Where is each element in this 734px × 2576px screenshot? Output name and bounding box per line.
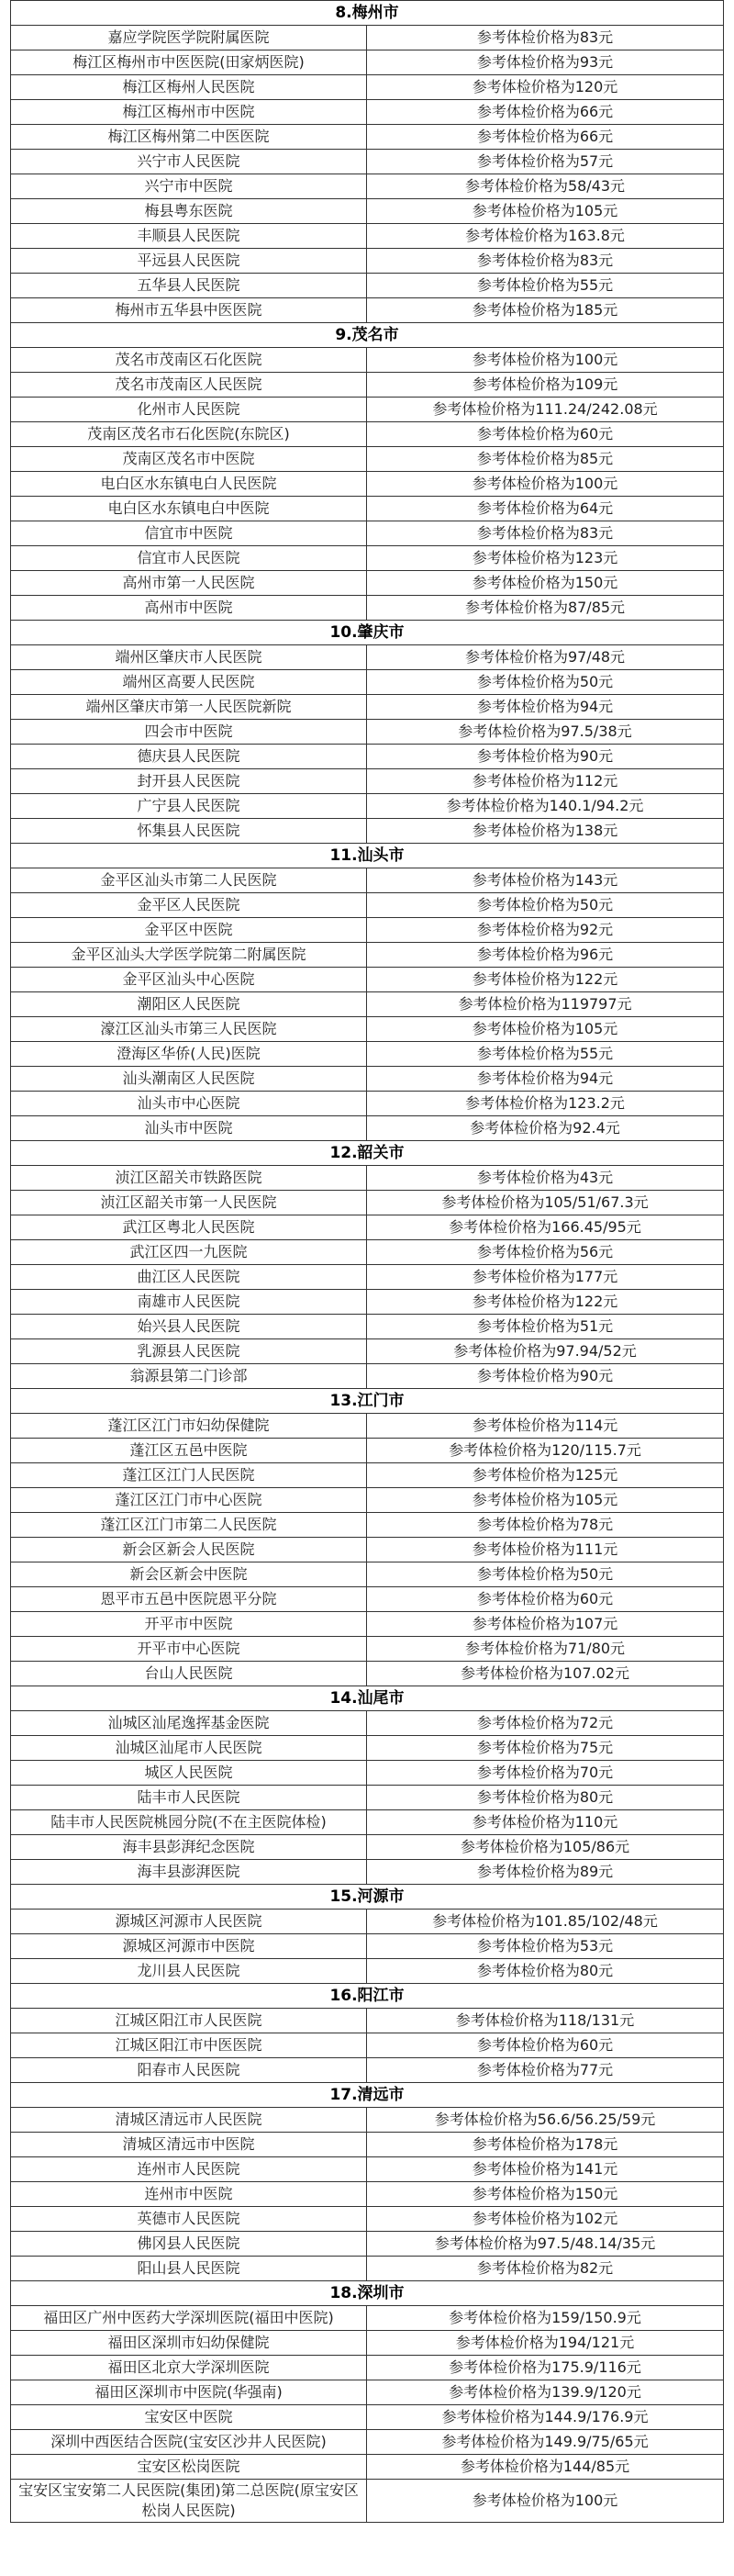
hospital-name: 平远县人民医院 bbox=[11, 249, 367, 273]
hospital-name: 福田区深圳市妇幼保健院 bbox=[11, 2331, 367, 2355]
price-cell: 参考体检价格为144.9/176.9元 bbox=[441, 2408, 649, 2425]
price-cell: 参考体检价格为66元 bbox=[476, 103, 614, 120]
price-cell: 参考体检价格为105/86元 bbox=[460, 1838, 630, 1855]
price-cell: 参考体检价格为141元 bbox=[472, 2160, 618, 2178]
section-header: 8.梅州市 bbox=[10, 1, 724, 26]
price-cell: 参考体检价格为56.6/56.25/59元 bbox=[434, 2111, 656, 2128]
table-row bbox=[10, 720, 724, 745]
price-cell: 参考体检价格为43元 bbox=[476, 1169, 614, 1186]
table-row bbox=[10, 1240, 724, 1265]
table-row bbox=[10, 1711, 724, 1736]
table-row bbox=[10, 1339, 724, 1364]
table-row bbox=[10, 2380, 724, 2405]
table-row bbox=[10, 1290, 724, 1315]
hospital-name: 深圳中西医结合医院(宝安区沙井人民医院) bbox=[11, 2430, 367, 2454]
table-row bbox=[10, 174, 724, 199]
hospital-name: 福田区北京大学深圳医院 bbox=[11, 2356, 367, 2380]
hospital-name: 信宜市中医院 bbox=[11, 521, 367, 545]
section-header: 15.河源市 bbox=[10, 1885, 724, 1910]
price-cell: 参考体检价格为60元 bbox=[476, 1590, 614, 1607]
hospital-name: 蓬江区江门市第二人民医院 bbox=[11, 1513, 367, 1537]
table-row bbox=[10, 819, 724, 844]
table-row bbox=[10, 2133, 724, 2157]
price-cell: 参考体检价格为150元 bbox=[472, 574, 618, 591]
table-row bbox=[10, 1538, 724, 1562]
hospital-name: 连州市人民医院 bbox=[11, 2157, 367, 2181]
hospital-name: 梅江区梅州市中医医院(田家炳医院) bbox=[11, 50, 367, 74]
hospital-name: 阳山县人民医院 bbox=[11, 2257, 367, 2280]
hospital-name: 江城区阳江市人民医院 bbox=[11, 2009, 367, 2033]
table-row bbox=[10, 1439, 724, 1463]
section-header: 9.茂名市 bbox=[10, 323, 724, 348]
table-row bbox=[10, 1191, 724, 1215]
table-row bbox=[10, 274, 724, 298]
price-cell: 参考体检价格为119797元 bbox=[458, 995, 632, 1013]
hospital-name: 茂名市茂南区人民医院 bbox=[11, 373, 367, 397]
hospital-name: 陆丰市人民医院 bbox=[11, 1786, 367, 1809]
hospital-name: 潮阳区人民医院 bbox=[11, 992, 367, 1016]
table-row bbox=[10, 100, 724, 125]
hospital-name: 梅江区梅州第二中医医院 bbox=[11, 125, 367, 149]
table-row bbox=[10, 2157, 724, 2182]
table-row bbox=[10, 2009, 724, 2033]
price-cell: 参考体检价格为90元 bbox=[476, 747, 614, 765]
hospital-name: 清城区清远市人民医院 bbox=[11, 2108, 367, 2132]
hospital-name: 金平区汕头大学医学院第二附属医院 bbox=[11, 943, 367, 967]
price-cell: 参考体检价格为109元 bbox=[472, 375, 618, 393]
hospital-name: 汕头市中医院 bbox=[11, 1116, 367, 1140]
table-row bbox=[10, 398, 724, 422]
hospital-name: 宝安区松岗医院 bbox=[11, 2455, 367, 2479]
price-cell: 参考体检价格为71/80元 bbox=[464, 1640, 626, 1657]
price-cell: 参考体检价格为85元 bbox=[476, 450, 614, 467]
table-row bbox=[10, 2430, 724, 2455]
price-cell: 参考体检价格为102元 bbox=[472, 2210, 618, 2227]
hospital-name: 武江区四一九医院 bbox=[11, 1240, 367, 1264]
price-cell: 参考体检价格为66元 bbox=[476, 128, 614, 145]
table-row bbox=[10, 1414, 724, 1439]
price-cell: 参考体检价格为77元 bbox=[476, 2061, 614, 2078]
table-row bbox=[10, 1761, 724, 1786]
price-cell: 参考体检价格为80元 bbox=[476, 1788, 614, 1806]
hospital-name: 海丰县彭湃纪念医院 bbox=[11, 1835, 367, 1859]
price-cell: 参考体检价格为125元 bbox=[472, 1466, 618, 1484]
hospital-name: 宝安区中医院 bbox=[11, 2405, 367, 2429]
table-row bbox=[10, 918, 724, 943]
hospital-name: 嘉应学院医学院附属医院 bbox=[11, 26, 367, 50]
price-cell: 参考体检价格为120/115.7元 bbox=[449, 1441, 641, 1459]
price-cell: 参考体检价格为185元 bbox=[472, 301, 618, 319]
hospital-name: 茂名市茂南区石化医院 bbox=[11, 348, 367, 372]
price-cell: 参考体检价格为100元 bbox=[472, 351, 618, 368]
hospital-name: 茂南区茂名市石化医院(东院区) bbox=[11, 422, 367, 446]
hospital-name: 浈江区韶关市铁路医院 bbox=[11, 1166, 367, 1190]
price-cell: 参考体检价格为83元 bbox=[476, 524, 614, 542]
price-cell: 参考体检价格为60元 bbox=[476, 425, 614, 442]
price-cell: 参考体检价格为112元 bbox=[472, 772, 618, 790]
table-row bbox=[10, 2033, 724, 2058]
hospital-name: 蓬江区江门市妇幼保健院 bbox=[11, 1414, 367, 1438]
hospital-name: 武江区粤北人民医院 bbox=[11, 1215, 367, 1239]
hospital-name: 陆丰市人民医院桃园分院(不在主医院体检) bbox=[11, 1810, 367, 1834]
table-row bbox=[10, 1662, 724, 1686]
hospital-name: 曲江区人民医院 bbox=[11, 1265, 367, 1289]
hospital-name: 汕头潮南区人民医院 bbox=[11, 1067, 367, 1091]
price-cell: 参考体检价格为101.85/102/48元 bbox=[432, 1912, 658, 1930]
price-cell: 参考体检价格为56元 bbox=[476, 1243, 614, 1260]
table-row bbox=[10, 1463, 724, 1488]
hospital-name: 电白区水东镇电白中医院 bbox=[11, 497, 367, 521]
price-cell: 参考体检价格为177元 bbox=[472, 1268, 618, 1285]
price-cell: 参考体检价格为100元 bbox=[472, 2492, 618, 2509]
table-row bbox=[10, 348, 724, 373]
table-row bbox=[10, 1612, 724, 1637]
price-table bbox=[10, 0, 724, 2523]
table-row bbox=[10, 868, 724, 893]
table-row bbox=[10, 1860, 724, 1885]
price-cell: 参考体检价格为50元 bbox=[476, 673, 614, 690]
price-cell: 参考体检价格为50元 bbox=[476, 896, 614, 913]
hospital-name: 茂南区茂名市中医院 bbox=[11, 447, 367, 471]
price-cell: 参考体检价格为50元 bbox=[476, 1565, 614, 1583]
price-cell: 参考体检价格为72元 bbox=[476, 1714, 614, 1731]
table-row bbox=[10, 1265, 724, 1290]
price-cell: 参考体检价格为58/43元 bbox=[464, 177, 626, 195]
table-row bbox=[10, 893, 724, 918]
table-row bbox=[10, 968, 724, 992]
table-row bbox=[10, 2405, 724, 2430]
table-row bbox=[10, 422, 724, 447]
table-row bbox=[10, 1488, 724, 1513]
table-row bbox=[10, 150, 724, 174]
table-row bbox=[10, 1587, 724, 1612]
table-row bbox=[10, 2058, 724, 2083]
table-row bbox=[10, 373, 724, 398]
price-cell: 参考体检价格为120元 bbox=[472, 78, 618, 95]
hospital-name: 封开县人民医院 bbox=[11, 769, 367, 793]
price-cell: 参考体检价格为107元 bbox=[472, 1615, 618, 1632]
price-cell: 参考体检价格为80元 bbox=[476, 1962, 614, 1979]
price-cell: 参考体检价格为92.4元 bbox=[470, 1119, 620, 1137]
hospital-name: 蓬江区五邑中医院 bbox=[11, 1439, 367, 1462]
table-row bbox=[10, 2331, 724, 2356]
price-cell: 参考体检价格为194/121元 bbox=[455, 2334, 635, 2351]
table-row bbox=[10, 1959, 724, 1984]
hospital-name: 福田区深圳市中医院(华强南) bbox=[11, 2380, 367, 2404]
price-cell: 参考体检价格为111.24/242.08元 bbox=[432, 400, 658, 418]
price-cell: 参考体检价格为87/85元 bbox=[464, 599, 626, 616]
hospital-name: 新会区新会人民医院 bbox=[11, 1538, 367, 1562]
hospital-name: 高州市第一人民医院 bbox=[11, 571, 367, 595]
price-cell: 参考体检价格为139.9/120元 bbox=[449, 2383, 641, 2401]
table-row bbox=[10, 1166, 724, 1191]
price-cell: 参考体检价格为163.8元 bbox=[465, 227, 625, 244]
table-row bbox=[10, 1067, 724, 1092]
hospital-name: 城区人民医院 bbox=[11, 1761, 367, 1785]
section-header: 14.汕尾市 bbox=[10, 1686, 724, 1711]
price-cell: 参考体检价格为78元 bbox=[476, 1516, 614, 1533]
price-cell: 参考体检价格为64元 bbox=[476, 499, 614, 517]
price-cell: 参考体检价格为83元 bbox=[476, 252, 614, 269]
table-row bbox=[10, 2182, 724, 2207]
table-row bbox=[10, 447, 724, 472]
hospital-name: 兴宁市人民医院 bbox=[11, 150, 367, 174]
table-row bbox=[10, 769, 724, 794]
table-row bbox=[10, 2207, 724, 2232]
price-cell: 参考体检价格为122元 bbox=[472, 1293, 618, 1310]
price-cell: 参考体检价格为159/150.9元 bbox=[449, 2309, 641, 2326]
price-cell: 参考体检价格为96元 bbox=[476, 946, 614, 963]
table-row bbox=[10, 2257, 724, 2281]
price-cell: 参考体检价格为89元 bbox=[476, 1863, 614, 1880]
table-row bbox=[10, 1637, 724, 1662]
table-row bbox=[10, 1835, 724, 1860]
hospital-name: 五华县人民医院 bbox=[11, 274, 367, 297]
table-row bbox=[10, 2480, 724, 2523]
table-row bbox=[10, 645, 724, 670]
price-cell: 参考体检价格为75元 bbox=[476, 1739, 614, 1756]
table-row bbox=[10, 497, 724, 521]
price-cell: 参考体检价格为82元 bbox=[476, 2259, 614, 2277]
table-row bbox=[10, 1116, 724, 1141]
table-row bbox=[10, 1910, 724, 1934]
hospital-name: 信宜市人民医院 bbox=[11, 546, 367, 570]
hospital-name: 江城区阳江市中医医院 bbox=[11, 2033, 367, 2057]
hospital-name: 梅县粤东医院 bbox=[11, 199, 367, 223]
hospital-name: 汕城区汕尾逸挥基金医院 bbox=[11, 1711, 367, 1735]
price-cell: 参考体检价格为149.9/75/65元 bbox=[441, 2433, 649, 2450]
price-cell: 参考体检价格为111元 bbox=[472, 1540, 618, 1558]
hospital-name: 恩平市五邑中医院恩平分院 bbox=[11, 1587, 367, 1611]
table-row bbox=[10, 1934, 724, 1959]
hospital-name: 四会市中医院 bbox=[11, 720, 367, 744]
hospital-name: 海丰县澎湃医院 bbox=[11, 1860, 367, 1884]
hospital-name: 端州区肇庆市第一人民医院新院 bbox=[11, 695, 367, 719]
price-cell: 参考体检价格为55元 bbox=[476, 276, 614, 294]
hospital-name: 新会区新会中医院 bbox=[11, 1562, 367, 1586]
hospital-name: 南雄市人民医院 bbox=[11, 1290, 367, 1314]
price-cell: 参考体检价格为105/51/67.3元 bbox=[441, 1193, 649, 1211]
hospital-name: 电白区水东镇电白人民医院 bbox=[11, 472, 367, 496]
hospital-name: 台山人民医院 bbox=[11, 1662, 367, 1686]
price-cell: 参考体检价格为100元 bbox=[472, 475, 618, 492]
table-row bbox=[10, 298, 724, 323]
section-header: 17.清远市 bbox=[10, 2083, 724, 2108]
table-row bbox=[10, 2455, 724, 2480]
table-row bbox=[10, 50, 724, 75]
table-row bbox=[10, 1562, 724, 1587]
price-cell: 参考体检价格为105元 bbox=[472, 202, 618, 219]
section-header: 16.阳江市 bbox=[10, 1984, 724, 2009]
hospital-name: 蓬江区江门人民医院 bbox=[11, 1463, 367, 1487]
price-cell: 参考体检价格为93元 bbox=[476, 53, 614, 71]
price-cell: 参考体检价格为122元 bbox=[472, 970, 618, 988]
hospital-name: 金平区人民医院 bbox=[11, 893, 367, 917]
hospital-name: 始兴县人民医院 bbox=[11, 1315, 367, 1338]
hospital-name: 德庆县人民医院 bbox=[11, 745, 367, 768]
hospital-name: 梅江区梅州市中医院 bbox=[11, 100, 367, 124]
table-row bbox=[10, 521, 724, 546]
price-cell: 参考体检价格为105元 bbox=[472, 1491, 618, 1508]
hospital-name: 翁源县第二门诊部 bbox=[11, 1364, 367, 1388]
table-row bbox=[10, 2232, 724, 2257]
price-cell: 参考体检价格为92元 bbox=[476, 921, 614, 938]
table-row bbox=[10, 1092, 724, 1116]
hospital-name: 濠江区汕头市第三人民医院 bbox=[11, 1017, 367, 1041]
price-cell: 参考体检价格为60元 bbox=[476, 2036, 614, 2054]
price-cell: 参考体检价格为105元 bbox=[472, 1020, 618, 1037]
hospital-name: 宝安区宝安第二人民医院(集团)第二总医院(原宝安区松岗人民医院) bbox=[11, 2480, 367, 2522]
price-cell: 参考体检价格为97.5/48.14/35元 bbox=[434, 2234, 656, 2252]
hospital-name: 金平区汕头中心医院 bbox=[11, 968, 367, 991]
price-cell: 参考体检价格为51元 bbox=[476, 1317, 614, 1335]
price-cell: 参考体检价格为175.9/116元 bbox=[449, 2358, 641, 2376]
hospital-name: 兴宁市中医院 bbox=[11, 174, 367, 198]
hospital-name: 开平市中医院 bbox=[11, 1612, 367, 1636]
table-row bbox=[10, 992, 724, 1017]
price-cell: 参考体检价格为150元 bbox=[472, 2185, 618, 2202]
table-row bbox=[10, 670, 724, 695]
table-row bbox=[10, 1315, 724, 1339]
table-row bbox=[10, 745, 724, 769]
hospital-name: 化州市人民医院 bbox=[11, 398, 367, 421]
price-cell: 参考体检价格为83元 bbox=[476, 28, 614, 46]
section-header: 12.韶关市 bbox=[10, 1141, 724, 1166]
hospital-name: 高州市中医院 bbox=[11, 596, 367, 620]
hospital-name: 汕城区汕尾市人民医院 bbox=[11, 1736, 367, 1760]
hospital-name: 源城区河源市中医院 bbox=[11, 1934, 367, 1958]
hospital-name: 英德市人民医院 bbox=[11, 2207, 367, 2231]
price-cell: 参考体检价格为118/131元 bbox=[455, 2011, 635, 2029]
table-row bbox=[10, 1364, 724, 1389]
table-row bbox=[10, 125, 724, 150]
price-cell: 参考体检价格为90元 bbox=[476, 1367, 614, 1384]
hospital-name: 丰顺县人民医院 bbox=[11, 224, 367, 248]
price-cell: 参考体检价格为94元 bbox=[476, 698, 614, 715]
price-cell: 参考体检价格为55元 bbox=[476, 1045, 614, 1062]
table-row bbox=[10, 596, 724, 621]
price-cell: 参考体检价格为97.5/38元 bbox=[458, 722, 632, 740]
hospital-name: 乳源县人民医院 bbox=[11, 1339, 367, 1363]
section-header: 11.汕头市 bbox=[10, 844, 724, 868]
price-cell: 参考体检价格为94元 bbox=[476, 1070, 614, 1087]
hospital-name: 金平区汕头市第二人民医院 bbox=[11, 868, 367, 892]
price-cell: 参考体检价格为110元 bbox=[472, 1813, 618, 1831]
hospital-name: 清城区清远市中医院 bbox=[11, 2133, 367, 2156]
price-cell: 参考体检价格为53元 bbox=[476, 1937, 614, 1954]
table-row bbox=[10, 1786, 724, 1810]
hospital-name: 佛冈县人民医院 bbox=[11, 2232, 367, 2256]
price-cell: 参考体检价格为123元 bbox=[472, 549, 618, 566]
hospital-name: 阳春市人民医院 bbox=[11, 2058, 367, 2082]
price-cell: 参考体检价格为107.02元 bbox=[461, 1664, 629, 1682]
price-cell: 参考体检价格为70元 bbox=[476, 1764, 614, 1781]
price-cell: 参考体检价格为57元 bbox=[476, 152, 614, 170]
price-cell: 参考体检价格为144/85元 bbox=[460, 2458, 630, 2475]
hospital-name: 源城区河源市人民医院 bbox=[11, 1910, 367, 1933]
price-cell: 参考体检价格为178元 bbox=[472, 2135, 618, 2153]
hospital-name: 福田区广州中医药大学深圳医院(福田中医院) bbox=[11, 2306, 367, 2330]
table-row bbox=[10, 1215, 724, 1240]
table-row bbox=[10, 249, 724, 274]
hospital-name: 广宁县人民医院 bbox=[11, 794, 367, 818]
hospital-name: 开平市中心医院 bbox=[11, 1637, 367, 1661]
hospital-name: 金平区中医院 bbox=[11, 918, 367, 942]
price-cell: 参考体检价格为114元 bbox=[472, 1417, 618, 1434]
hospital-name: 澄海区华侨(人民)医院 bbox=[11, 1042, 367, 1066]
table-row bbox=[10, 1042, 724, 1067]
price-cell: 参考体检价格为97/48元 bbox=[464, 648, 626, 666]
section-header: 10.肇庆市 bbox=[10, 621, 724, 645]
section-header: 18.深圳市 bbox=[10, 2281, 724, 2306]
price-cell: 参考体检价格为97.94/52元 bbox=[453, 1342, 637, 1360]
table-row bbox=[10, 695, 724, 720]
table-row bbox=[10, 2356, 724, 2380]
hospital-name: 端州区肇庆市人民医院 bbox=[11, 645, 367, 669]
hospital-name: 蓬江区江门市中心医院 bbox=[11, 1488, 367, 1512]
table-row bbox=[10, 1017, 724, 1042]
table-row bbox=[10, 2108, 724, 2133]
hospital-name: 梅江区梅州人民医院 bbox=[11, 75, 367, 99]
hospital-name: 浈江区韶关市第一人民医院 bbox=[11, 1191, 367, 1215]
price-cell: 参考体检价格为143元 bbox=[472, 871, 618, 889]
table-row bbox=[10, 26, 724, 50]
table-row bbox=[10, 571, 724, 596]
table-row bbox=[10, 546, 724, 571]
table-row bbox=[10, 2306, 724, 2331]
table-row bbox=[10, 1736, 724, 1761]
hospital-name: 汕头市中心医院 bbox=[11, 1092, 367, 1115]
hospital-name: 梅州市五华县中医医院 bbox=[11, 298, 367, 322]
price-cell: 参考体检价格为123.2元 bbox=[465, 1094, 625, 1112]
hospital-name: 怀集县人民医院 bbox=[11, 819, 367, 843]
price-cell: 参考体检价格为166.45/95元 bbox=[449, 1218, 641, 1236]
table-row bbox=[10, 1810, 724, 1835]
hospital-name: 龙川县人民医院 bbox=[11, 1959, 367, 1983]
table-row bbox=[10, 75, 724, 100]
hospital-name: 端州区高要人民医院 bbox=[11, 670, 367, 694]
table-row bbox=[10, 1513, 724, 1538]
table-row bbox=[10, 224, 724, 249]
price-cell: 参考体检价格为140.1/94.2元 bbox=[446, 797, 644, 814]
table-row bbox=[10, 794, 724, 819]
price-cell: 参考体检价格为138元 bbox=[472, 822, 618, 839]
table-row bbox=[10, 199, 724, 224]
table-row bbox=[10, 472, 724, 497]
table-row bbox=[10, 943, 724, 968]
section-header: 13.江门市 bbox=[10, 1389, 724, 1414]
hospital-name: 连州市中医院 bbox=[11, 2182, 367, 2206]
